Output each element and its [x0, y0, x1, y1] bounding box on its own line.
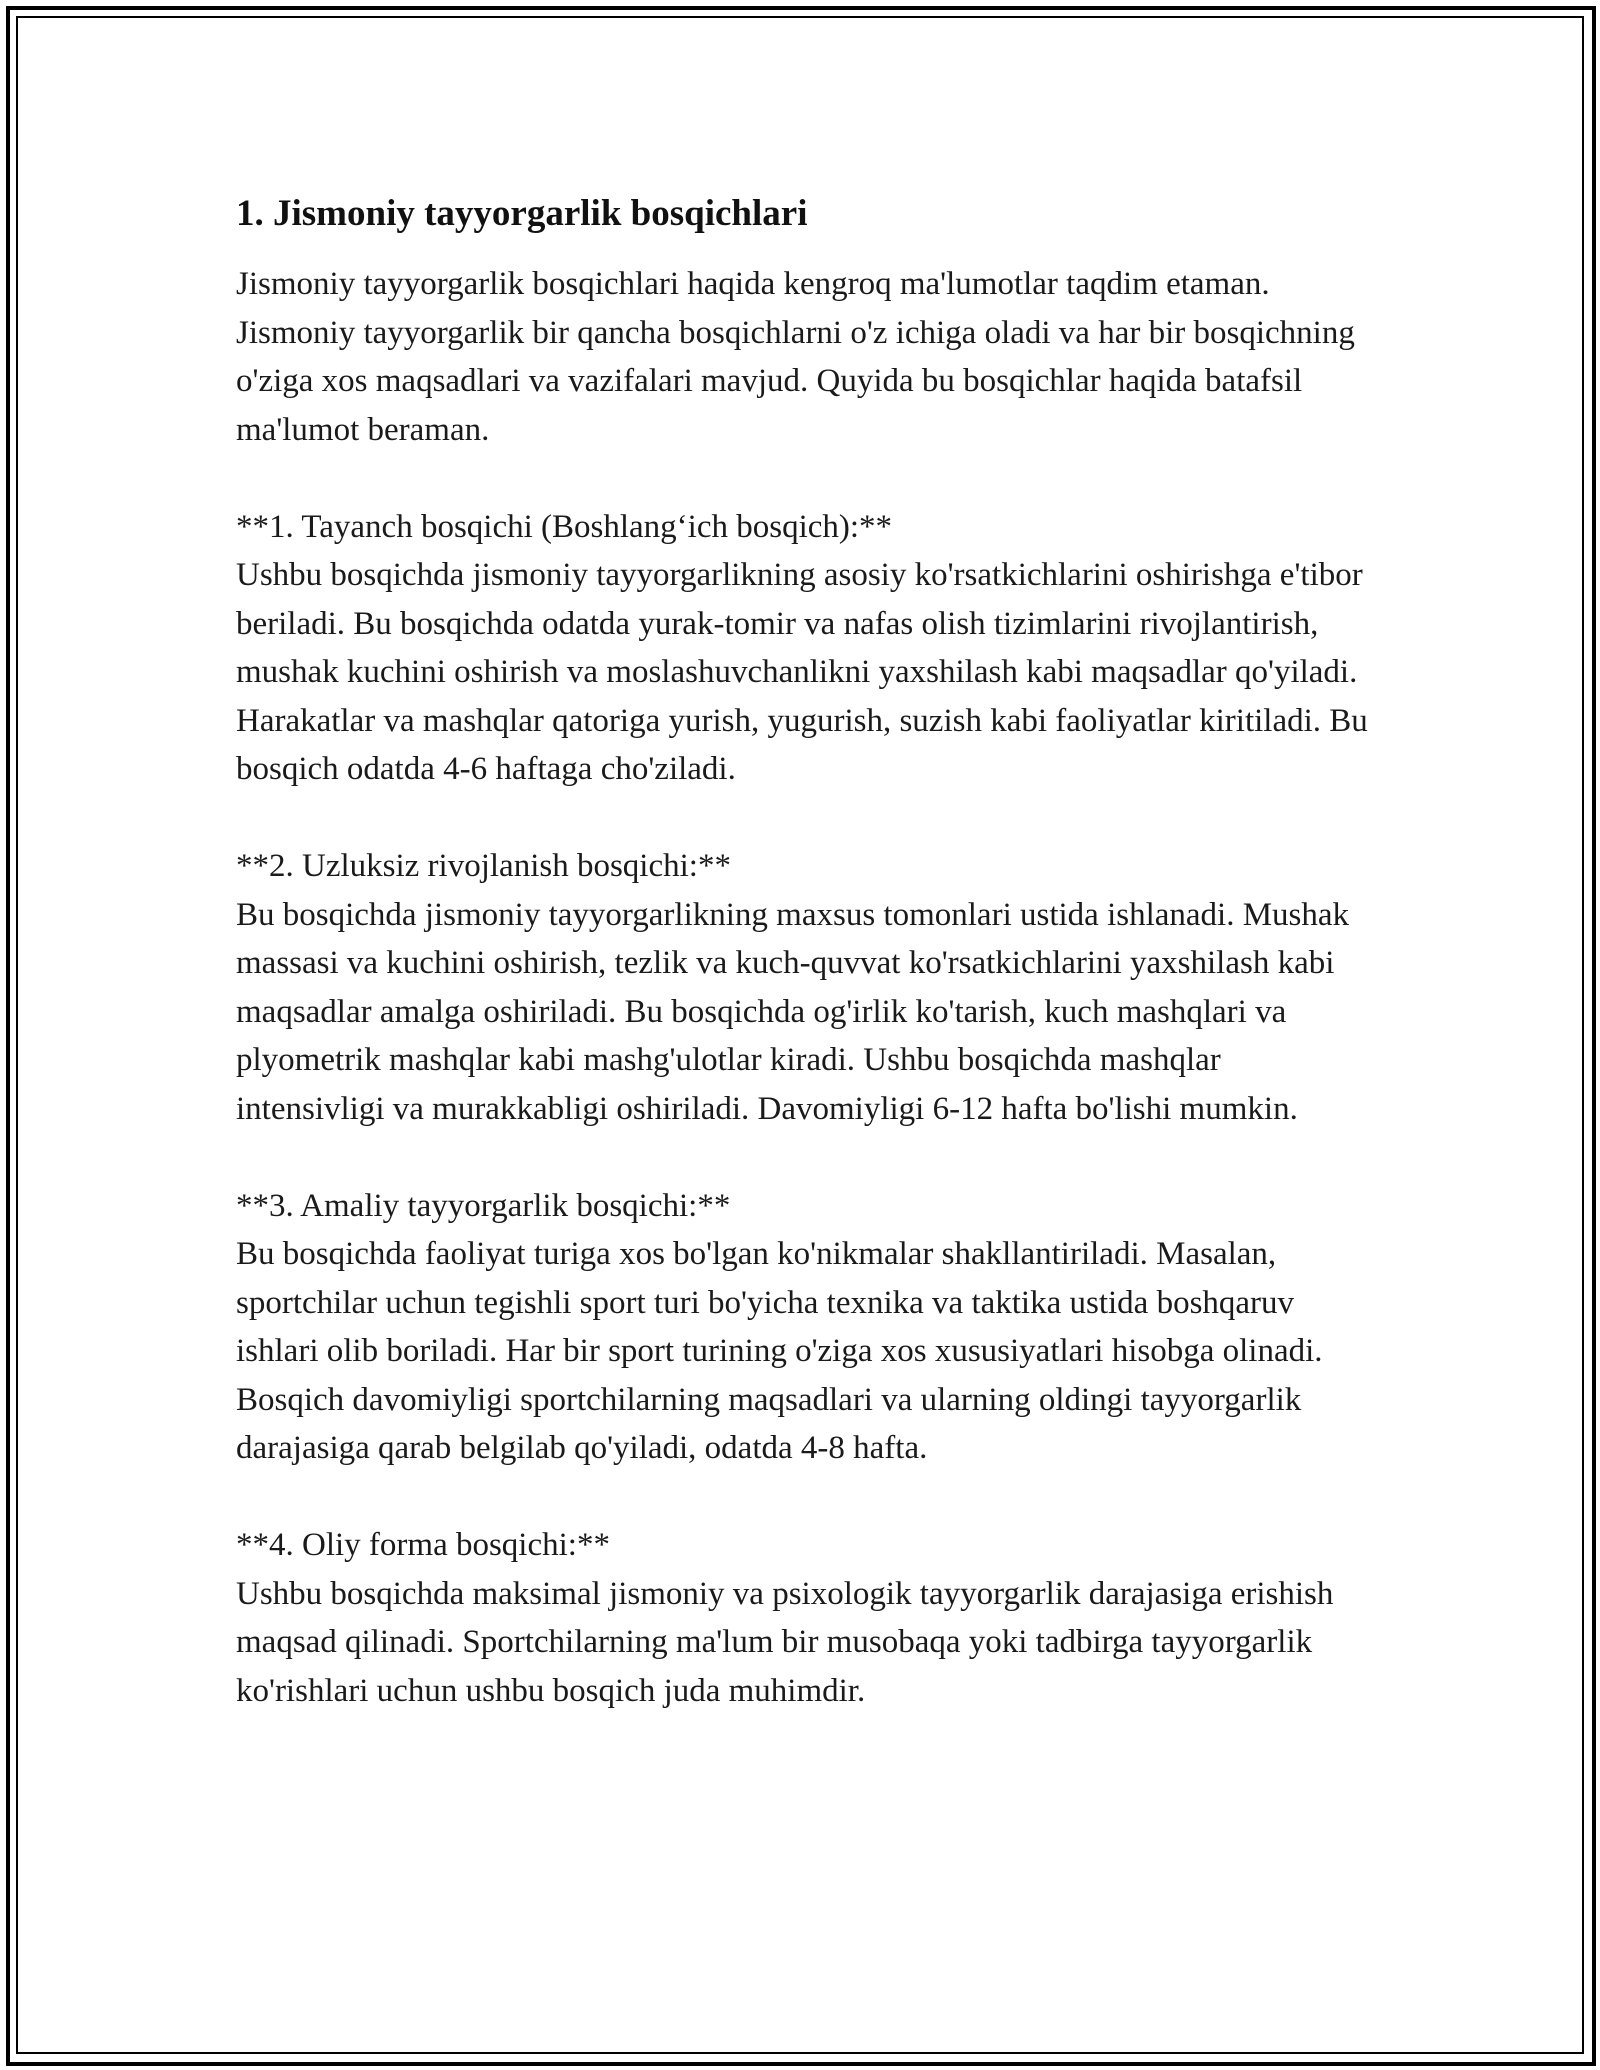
- section-heading: **3. Amaliy tayyorgarlik bosqichi:**: [236, 1187, 731, 1224]
- section-body: Bu bosqichda jismoniy tayyorgarlikning maxsus tomonlari ustida ishlanadi. Mushak massasi va kuchini oshirish, tezlik va kuch-quvvat ko'rsatkichlarini yaxshilash kabi maqsadlar amalga oshiriladi. Bu bosqichda og'irlik ko'tarish, kuch mashqlari va plyometrik mashqlar kabi mashg'ulotlar kiradi. Ushbu bosqichda mashqlar intensivligi va murakkabligi oshiriladi. Davomiyligi 6-12 hafta bo'lishi mumkin.: [236, 896, 1350, 1127]
- section-1: [236, 503, 1376, 794]
- section-heading: **2. Uzluksiz rivojlanish bosqichi:**: [236, 848, 731, 884]
- section-2: [236, 842, 1376, 1133]
- section-4: [236, 1521, 1376, 1715]
- section-body: Ushbu bosqichda maksimal jismoniy va psixologik tayyorgarlik darajasiga erishish maqsad qilinadi. Sportchilarning ma'lum bir musobaqa yoki tadbirga tayyorgarlik ko'rishlari uchun ushbu bosqich juda muhimdir.: [236, 1575, 1334, 1709]
- section-3: [236, 1182, 1376, 1473]
- document-content: [236, 188, 1376, 1764]
- section-heading: **4. Oliy forma bosqichi:**: [236, 1527, 610, 1563]
- section-body: Ushbu bosqichda jismoniy tayyorgarlikning asosiy ko'rsatkichlarini oshirishga e'tibor beriladi. Bu bosqichda odatda yurak-tomir va nafas olish tizimlarini rivojlantirish, mushak kuchini oshirish va moslashuvchanlikni yaxshilash kabi maqsadlar qo'yiladi. Harakatlar va mashqlar qatoriga yurish, yugurish, suzish kabi faoliyatlar kiritiladi. Bu bosqich odatda 4-6 haftaga cho'ziladi.: [236, 557, 1368, 787]
- section-heading: **1. Tayanch bosqichi (Boshlang‘ich bosqich):**: [236, 508, 893, 545]
- document-title: 1. Jismoniy tayyorgarlik bosqichlari: [236, 193, 808, 234]
- intro-paragraph: Jismoniy tayyorgarlik bosqichlari haqida kengroq ma'lumotlar taqdim etaman. Jismoniy tayyorgarlik bir qancha bosqichlarni o'z ichiga oladi va har bir bosqichning o'ziga xos maqsadlari va vazifalari mavjud. Quyida bu bosqichlar haqida batafsil ma'lumot beraman.: [236, 266, 1355, 448]
- section-body: Bu bosqichda faoliyat turiga xos bo'lgan ko'nikmalar shakllantiriladi. Masalan, sportchilar uchun tegishli sport turi bo'yicha texnika va taktika ustida boshqaruv ishlari olib boriladi. Har bir sport turining o'ziga xos xususiyatlari hisobga olinadi. Bosqich davomiyligi sportchilarning maqsadlari va ularning oldingi tayyorgarlik darajasiga qarab belgilab qo'yiladi, odatda 4-8 hafta.: [236, 1236, 1323, 1466]
